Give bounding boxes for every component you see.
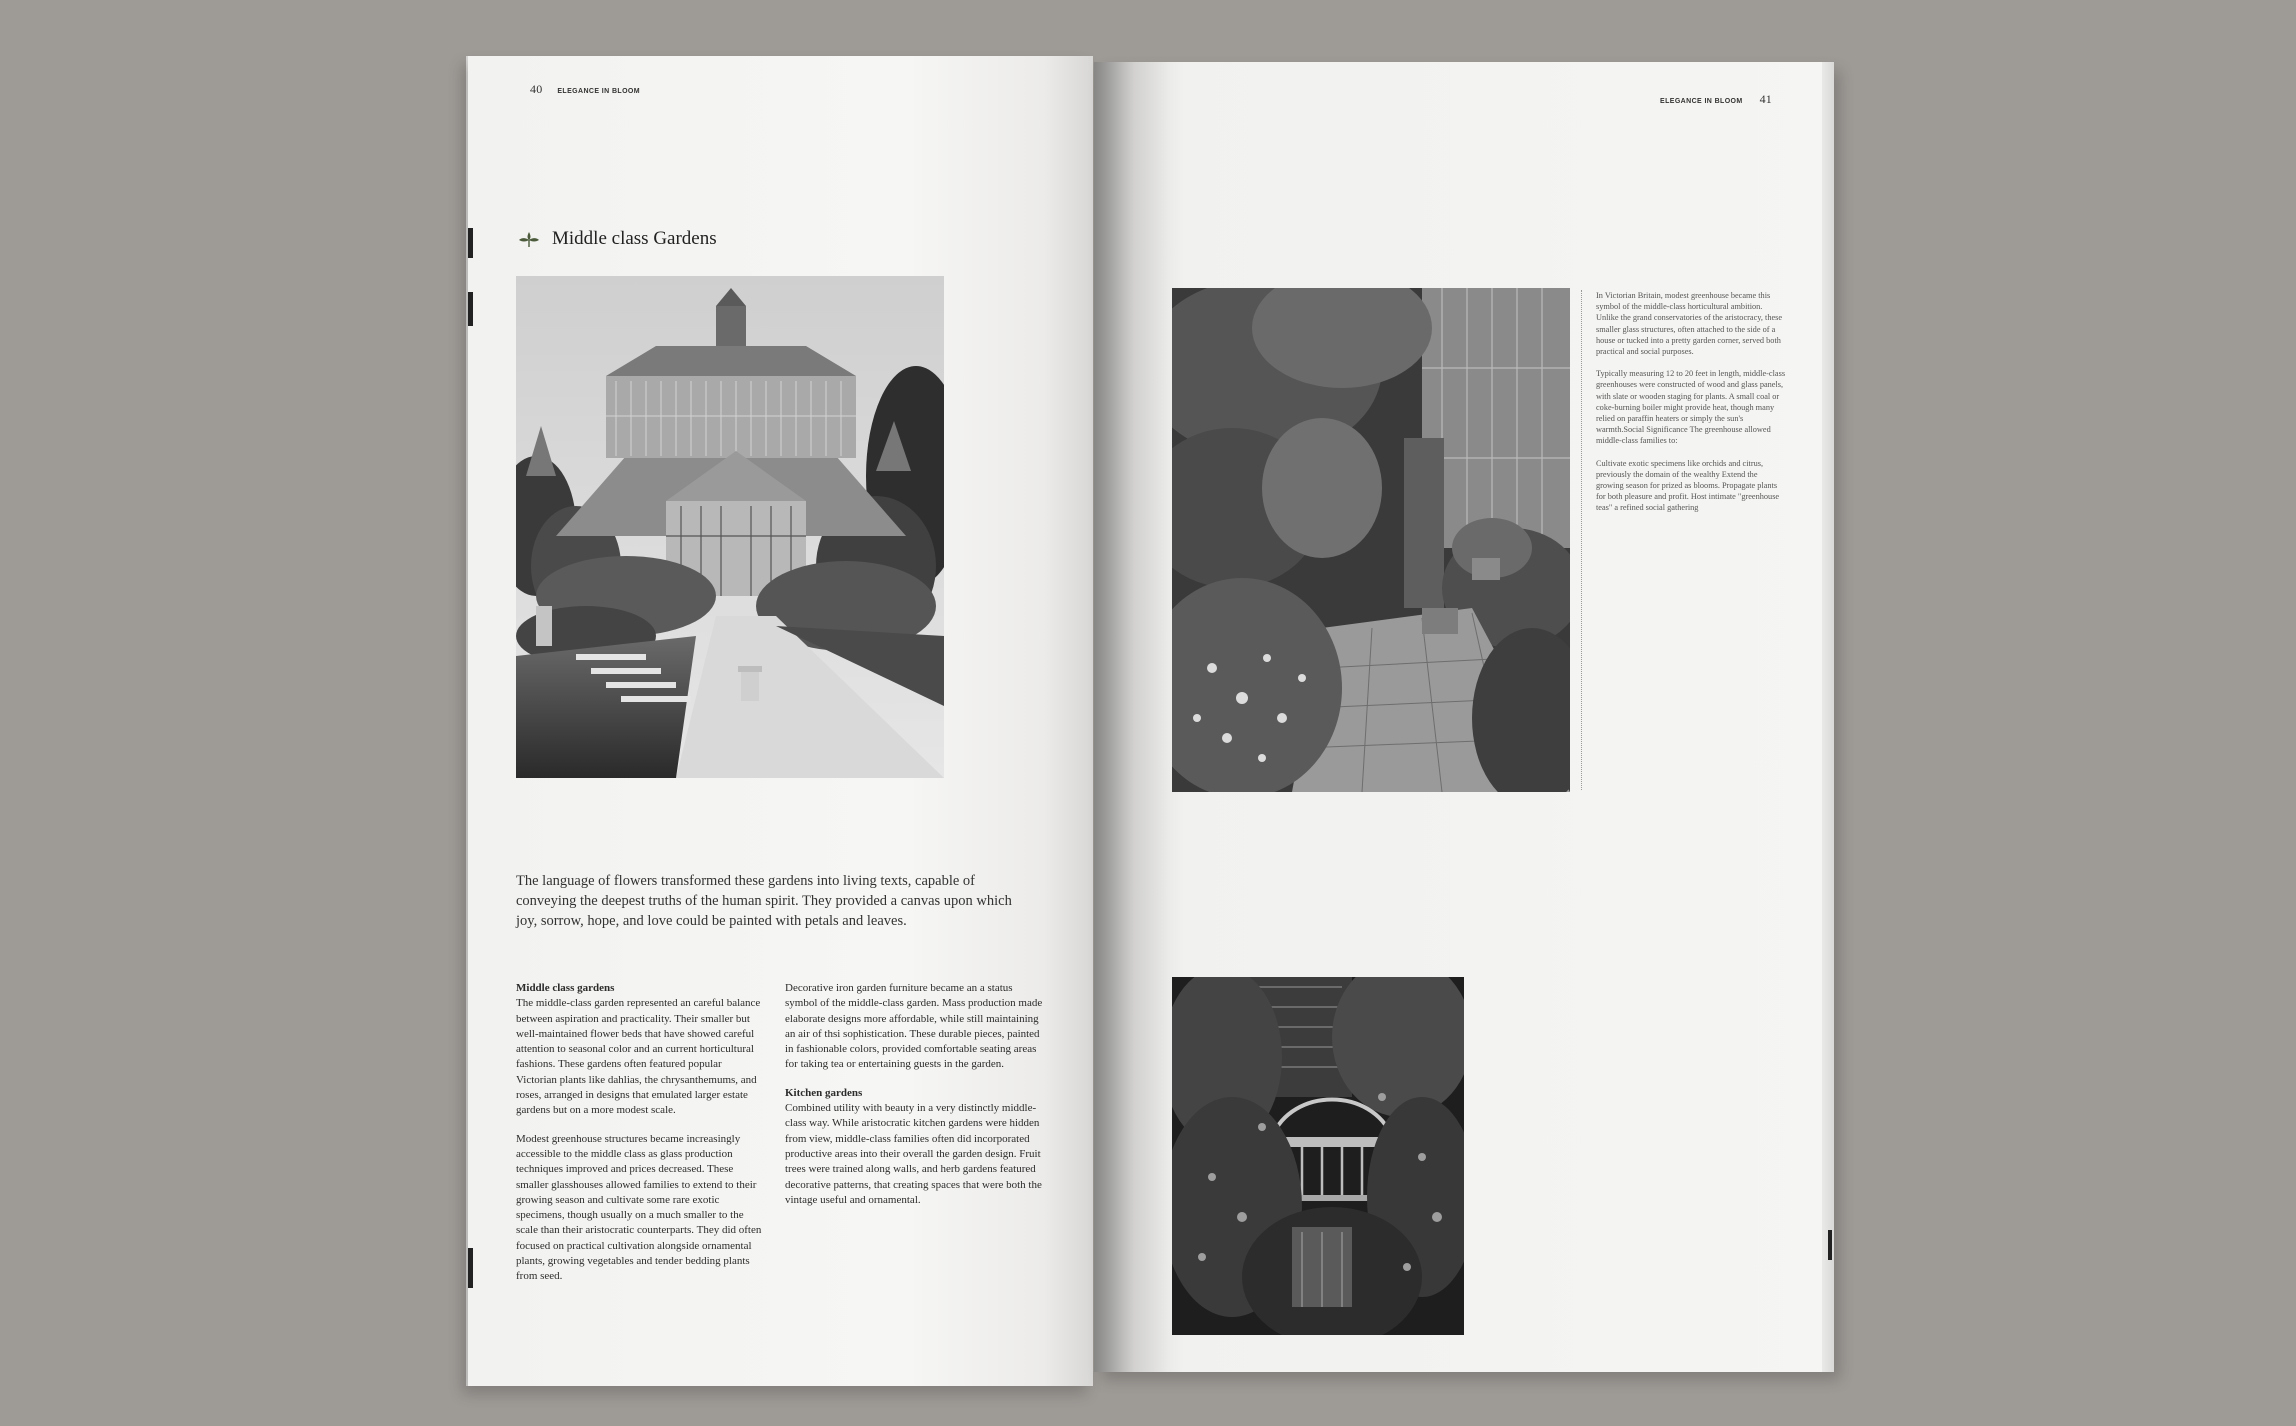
sidebar-paragraph-1: In Victorian Britain, modest greenhouse became this symbol of the middle-class horticultural ambition. Unlike the grand conservatories of the aristocracy, these smaller glass structures, often attached to the side of a house or tucked into a pretty garden corner, served both practical and social purposes. [1596, 291, 1783, 357]
text-column-2 [785, 981, 1043, 1221]
section-heading [518, 228, 717, 250]
greenhouse-interior-photo [1172, 288, 1570, 792]
column-1-paragraph-1: The middle-class garden represented an careful balance between aspiration and practicality. Their smaller but well-maintained flower beds that have showed careful attention to seasonal color and an current horticultural fashions. These gardens often featured popular Victorian plants like dahlias, the chrysanthemums, and roses, arranged in designs that emulated larger estate gardens but on a more modest scale. [516, 997, 761, 1117]
text-column-1 [516, 981, 762, 1298]
column-1-paragraph-2: Modest greenhouse structures became increasingly accessible to the middle class as glass production techniques improved and prices decreased. These smaller glasshouses allowed families to extend to their growing season and cultivate some rare exotic specimens, though usually on a much smaller to the scale than their aristocratic counterparts. They did often focused on practical cultivation alongside ornamental plants, growing vegetables and tender bedding plants from seed. [516, 1132, 762, 1283]
column-2-block-2 [785, 1086, 1043, 1208]
gutter-shadow [1094, 62, 1184, 1372]
sidebar-paragraph-3: Cultivate exotic specimens like orchids and citrus, previously the domain of the wealthy Extend the growing season for prized as blooms. Propagate plants for both pleasure and profit. Host intimate "greenhouse teas" a refined social gathering [1596, 458, 1780, 513]
magazine-title: ELEGANCE IN BLOOM [1660, 98, 1743, 105]
sidebar-paragraph-2: Typically measuring 12 to 20 feet in length, middle-class greenhouses were constructed of wood and glass panels, with slate or wooden staging for plants. A small coal or coke-burning boiler might provide heat, though many relied on paraffin heaters or simply the sun's warmth.Social Significance The greenhouse allowed middle-class families to: [1596, 369, 1786, 446]
column-2-paragraph-2: Combined utility with beauty in a very distinctly middle-class way. While aristocratic kitchen gardens were hidden from view, middle-class families often did incorporated productive areas into their overall the garden design. Fruit trees were trained along walls, and herb gardens featured decorative patterns, that creating spaces that were both the vintage useful and ornamental. [785, 1102, 1042, 1206]
column-1-block-1 [516, 981, 762, 1119]
page-number: 40 [530, 82, 543, 96]
bleed-mark [1828, 1230, 1832, 1260]
sidebar-text [1596, 290, 1786, 525]
glasshouse-photo [516, 276, 944, 778]
right-page-edge [1822, 62, 1834, 1372]
bleed-mark [468, 228, 473, 258]
page-number: 41 [1759, 92, 1772, 106]
lead-paragraph: The language of flowers transformed these gardens into living texts, capable of conveying the deepest truths of the human spirit. They provided a canvas upon which joy, sorrow, hope, and love could be painted with petals and leaves. [516, 872, 1012, 929]
column-2-heading: Kitchen gardens [785, 1086, 863, 1099]
column-1-heading: Middle class gardens [516, 982, 615, 994]
column-2-paragraph-1: Decorative iron garden furniture became an a status symbol of the middle-class garden. Mass production made elaborate designs more affordable, while still maintaining an air of thsi sophistication. These durable pieces, painted in fashionable colors, provided comfortable seating areas for taking tea or entertaining guests in the garden. [785, 982, 1043, 1071]
sidebar-divider [1581, 290, 1582, 790]
right-running-head [1660, 92, 1772, 107]
section-title: Middle class Gardens [552, 228, 717, 249]
left-running-head [530, 82, 640, 97]
balcony-photo [1172, 977, 1464, 1335]
magazine-title: ELEGANCE IN BLOOM [557, 88, 640, 95]
bleed-mark [468, 292, 473, 326]
fleuron-icon [518, 230, 540, 248]
bleed-mark [468, 1248, 473, 1288]
